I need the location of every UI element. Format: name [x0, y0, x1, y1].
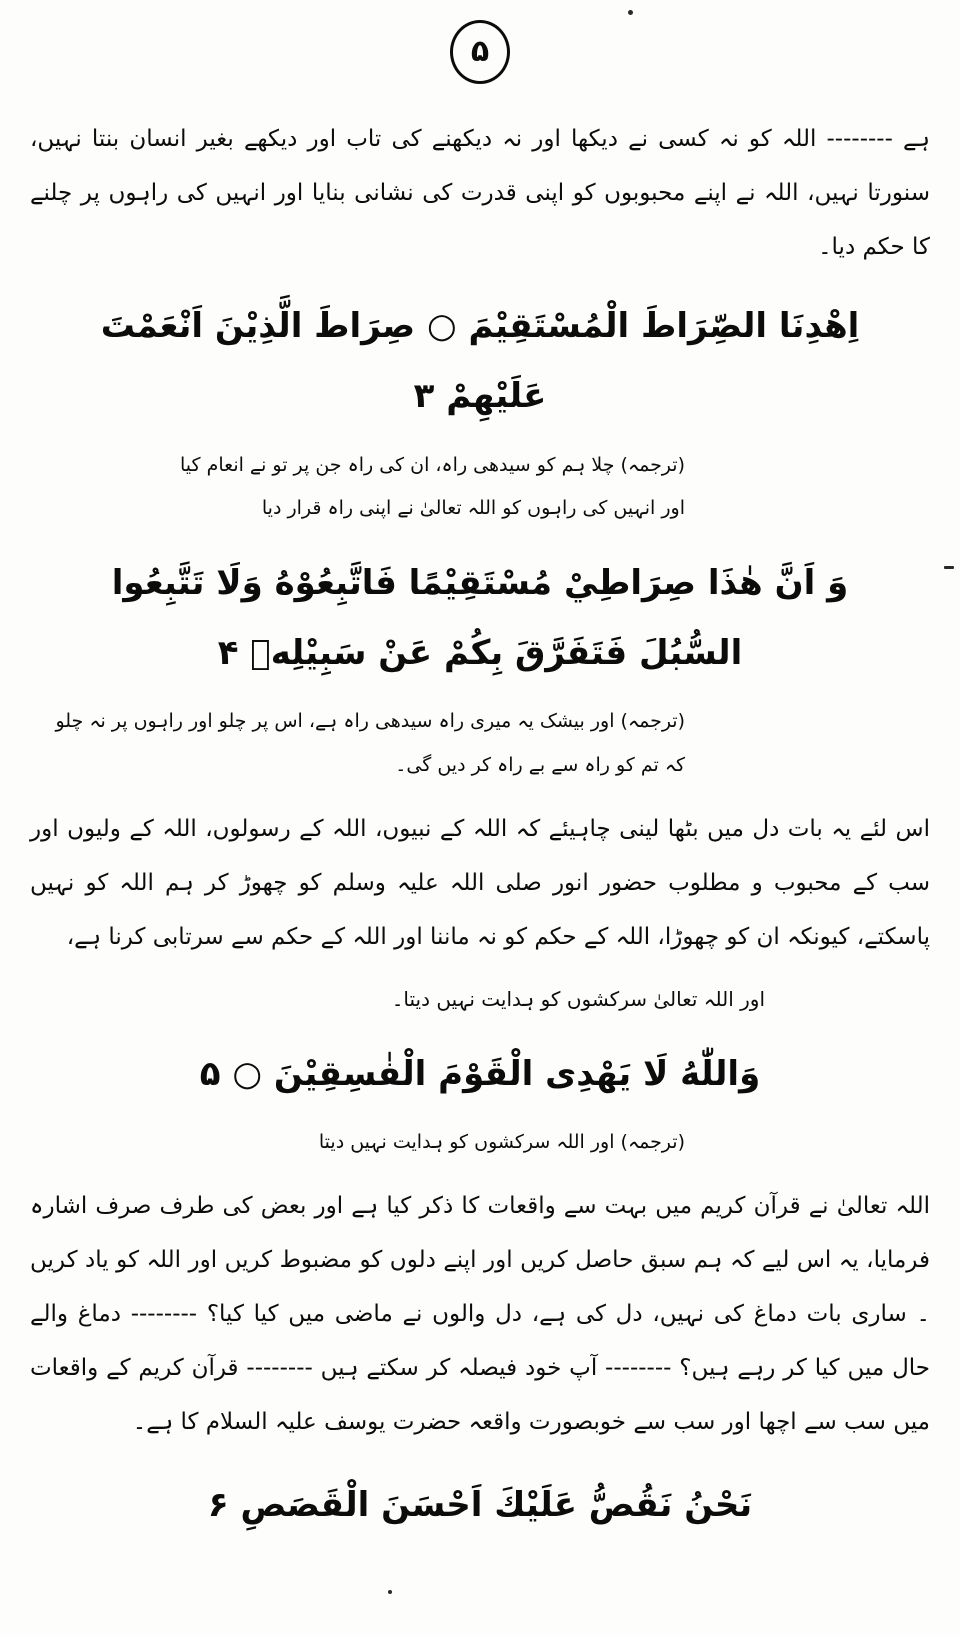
scan-speck — [388, 1590, 392, 1594]
scan-speck — [628, 10, 633, 15]
translation-1-line-2: اور انہیں کی راہوں کو اللہ تعالیٰ نے اپنی راہ قرار دیا — [261, 497, 685, 520]
page-number-text: ۵ — [470, 34, 490, 69]
urdu-line-hidayat: اور اللہ تعالیٰ سرکشوں کو ہدایت نہیں دیتا۔ — [391, 986, 765, 1011]
urdu-paragraph-1: ہے -------- اللہ کو نہ کسی نے دیکھا اور نہ دیکھنے کی تاب اور دیکھے بغیر انسان بنتا نہیں، سنورتا نہیں، اللہ نے اپنے محبوبوں کو اپنی قدرت کی نشانی بنایا اور انہیں کی راہوں پر چلنے کا حکم دیا۔ — [30, 126, 930, 261]
quran-verse-1: اِهْدِنَا الصِّرَاطَ الْمُسْتَقِيْمَ ○ صِرَاطَ الَّذِيْنَ اَنْعَمْتَ عَلَيْهِمْ ۳ — [100, 306, 860, 416]
page-number-badge — [450, 20, 510, 84]
urdu-paragraph-3: اللہ تعالیٰ نے قرآن کریم میں بہت سے واقعات کا ذکر کیا ہے اور بعض کی طرف صرف اشارہ فرمایا، یہ اس لیے کہ ہم سبق حاصل کریں اور اپنے دلوں کو مضبوط کریں اور اللہ کو یاد کریں ۔ ساری بات دماغ کی نہیں، دل کی ہے، دل والوں نے ماضی میں کیا کیا؟ -------- دماغ والے حال میں کیا کر رہے ہیں؟ -------- آپ خود فیصلہ کر سکتے ہیں -------- قرآن کریم کے واقعات میں سب سے اچھا اور سب سے خوبصورت واقعہ حضرت یوسف علیہ السلام کا ہے۔ — [30, 1193, 930, 1436]
translation-1-line-1: (ترجمہ) چلا ہم کو سیدھی راہ، ان کی راہ جن پر تو نے انعام کیا — [180, 453, 685, 476]
scan-speck — [944, 566, 954, 569]
translation-3: (ترجمہ) اور اللہ سرکشوں کو ہدایت نہیں دیتا — [318, 1131, 685, 1154]
quran-verse-3: وَاللّٰهُ لَا يَهْدِى الْقَوْمَ الْفٰسِقِيْنَ ○ ۵ — [199, 1053, 761, 1094]
urdu-paragraph-2: اس لئے یہ بات دل میں بٹھا لینی چاہیئے کہ اللہ کے نبیوں، اللہ کے رسولوں، اللہ کے ولیوں اور سب کے محبوب و مطلوب حضور انور صلی اللہ علیہ وسلم کو چھوڑ کر ہم اللہ کو نہیں پاسکتے، کیونکہ ان کو چھوڑا، اللہ کے حکم کو نہ ماننا اور اللہ کے حکم سے سرتابی کرنا ہے، — [30, 815, 930, 950]
quran-verse-2: وَ اَنَّ هٰذَا صِرَاطِيْ مُسْتَقِيْمًا فَاتَّبِعُوْهُ وَلَا تَتَّبِعُوا السُّبُلَ فَتَفَرَّقَ بِكُمْ عَنْ سَبِيْلِهٖ ۴ — [111, 562, 849, 673]
quran-verse-4: نَحْنُ نَقُصُّ عَلَيْكَ اَحْسَنَ الْقَصَصِ ۶ — [207, 1485, 753, 1526]
translation-2: (ترجمہ) اور بیشک یہ میری راہ سیدھی راہ ہے، اس پر چلو اور راہوں پر نہ چلو کہ تم کو راہ سے بے راہ کر دیں گی۔ — [55, 710, 685, 776]
